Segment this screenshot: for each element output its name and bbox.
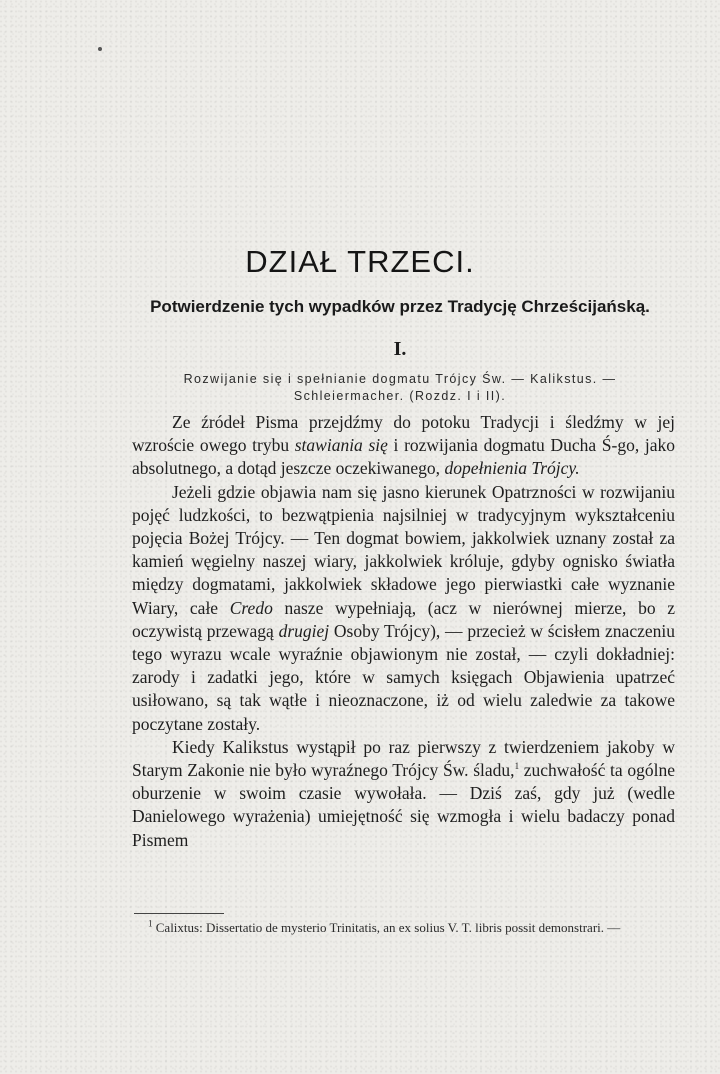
paragraph-3	[132, 736, 675, 852]
footnote-text: Calixtus: Dissertatio de mysterio Trinitatis, an ex solius V. T. libris possit demonstrari. —	[152, 920, 621, 935]
summary-line-2: Schleiermacher. (Rozdz. I i II).	[293, 389, 507, 403]
paragraph-1	[132, 411, 675, 481]
paragraph-2	[132, 481, 675, 736]
footnote-rule	[134, 913, 224, 914]
paragraph-1-italic-b: dopełnienia Trójcy.	[444, 458, 580, 479]
paragraph-1-italic-a: stawiania się	[294, 435, 388, 456]
paragraph-2-italic-a: Credo	[229, 597, 273, 618]
paper-speck	[98, 47, 102, 51]
footnote-reference: 1	[514, 761, 520, 772]
paragraph-3-text-a: Kiedy Kalikstus wystąpił po raz pierwszy z twierdzeniem jakoby w Starym Zakonie nie było wyraźnego Trójcy Św. śladu,	[132, 736, 675, 781]
paragraph-3-text-b: zuchwałość ta ogólne oburzenie w swoim czasie wywołała. — Dziś zaś, gdy już (wedle Danielowego wyrażenia) umiejętność się wzmogła i wielu badaczy ponad Pismem	[132, 760, 675, 850]
footnote-marker: 1	[148, 918, 153, 929]
paragraph-1-text-a: Ze źródeł Pisma przejdźmy do potoku Tradycji i śledźmy w jej wzroście owego trybu	[132, 412, 675, 456]
paragraph-2-italic-b: drugiej	[278, 620, 330, 641]
section-summary	[131, 371, 669, 405]
paragraph-2-text-c: Osoby Trójcy), — przecież w ścisłem znaczeniu tego wyrazu wcale wyraźnie objawionym nie został, — czyli dokładniej: zarody i zadatki jego, które w samych księgach Objawienia upatrzeć usiłowano, są tak wątłe i nieoznaczone, iż od wielu zaledwie za takowe poczytane zostały.	[132, 620, 675, 734]
chapter-title: DZIAŁ TRZECI.	[245, 244, 475, 279]
body-text	[132, 411, 675, 852]
paragraph-1-text-b: i rozwijania dogmatu Ducha Ś-go, jako absolutnego, a dotąd jeszcze oczekiwanego,	[132, 435, 675, 479]
paragraph-2-text-b: nasze wypełniają, (acz w nierównej mierze, bo z oczywistą przewagą	[132, 597, 675, 641]
footnote	[134, 918, 674, 937]
section-number: I.	[393, 338, 407, 360]
paragraph-2-text-a: Jeżeli gdzie objawia nam się jasno kierunek Opatrzności w rozwijaniu pojęć ludzkości, to bezwątpienia najsilniej w tradycyjnym wykształceniu pojęcia Bożej Trójcy. — Ten dogmat bowiem, jakkolwiek uznany został za kamień węgielny naszej wiary, jakkolwiek króluje, gdyby ognisko światła między dogmatami, jakkolwiek składowe jego pierwiastki całe wyznanie Wiary, całe	[132, 481, 675, 618]
summary-line-1: Rozwijanie się i spełnianie dogmatu Trójcy Św. — Kalikstus. —	[183, 372, 617, 386]
chapter-subtitle: Potwierdzenie tych wypadków przez Tradycję Chrześcijańską.	[150, 297, 650, 316]
